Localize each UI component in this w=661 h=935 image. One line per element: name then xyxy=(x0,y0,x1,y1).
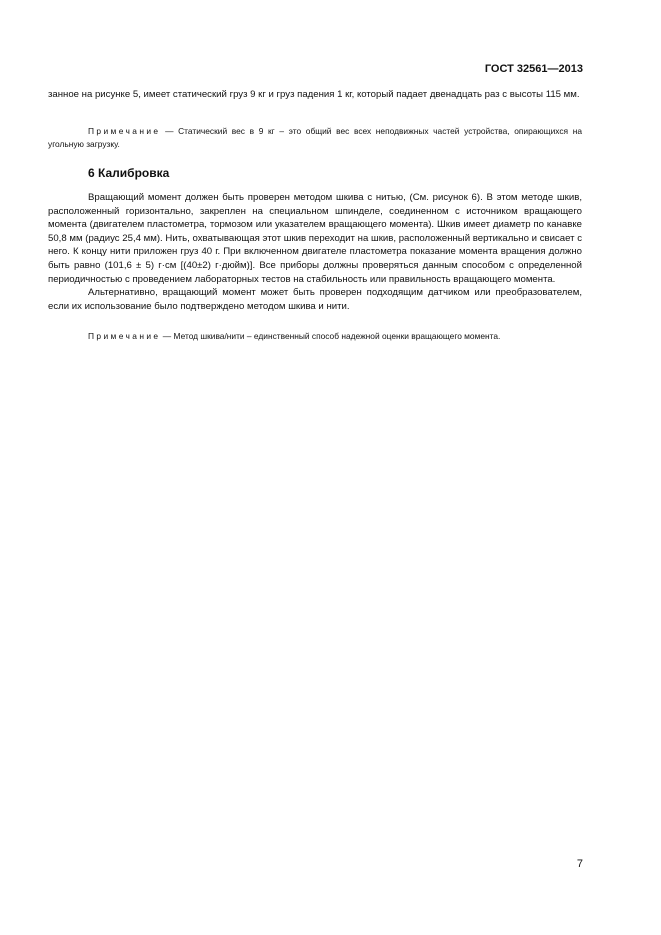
document-header: ГОСТ 32561—2013 xyxy=(484,63,583,75)
note-2 xyxy=(48,330,582,343)
page-number: 7 xyxy=(576,858,583,870)
note-1-text: — Статический вес в 9 кг – это общий вес всех неподвижных частей устройства, опирающихся на угольную загрузку. xyxy=(48,126,582,149)
section-body xyxy=(48,191,582,313)
note-1-label: Примечание xyxy=(88,126,161,136)
section-paragraph-2: Альтернативно, вращающий момент может быть проверен подходящим датчиком или преобразователем, если их использование было подтверждено методом шкива и нити. xyxy=(48,287,582,312)
note-2-label: Примечание xyxy=(88,331,161,341)
intro-paragraph: занное на рисунке 5, имеет статический груз 9 кг и груз падения 1 кг, который падает двенадцать раз с высоты 115 мм. xyxy=(48,89,580,100)
note-1 xyxy=(48,125,582,150)
note-2-text: — Метод шкива/нити – единственный способ надежной оценки вращающего момента. xyxy=(160,331,501,341)
section-paragraph-1: Вращающий момент должен быть проверен методом шкива с нитью, (См. рисунок 6). В этом методе шкив, расположенный горизонтально, закреплен на специальном шпинделе, соединенном с источником вращающего момента (двигателем пластометра, тормозом или указателем вращающего момента). Шкив имеет диаметр по канавке 50,8 мм (радиус 25,4 мм). Нить, охватывающая этот шкив переходит на шкив, расположенный вертикально и свисает с него. К концу нити приложен груз 40 г. При включенном двигателе пластометра показание момента вращения должно быть равно (101,6 ± 5) г·см [(40±2) г·дюйм)]. Все приборы должны проверяться данным способом с определенной периодичностью с проведением лабораторных тестов на стабильность или правильность вращающего момента. xyxy=(48,192,582,285)
section-title: 6 Калибровка xyxy=(88,166,170,180)
